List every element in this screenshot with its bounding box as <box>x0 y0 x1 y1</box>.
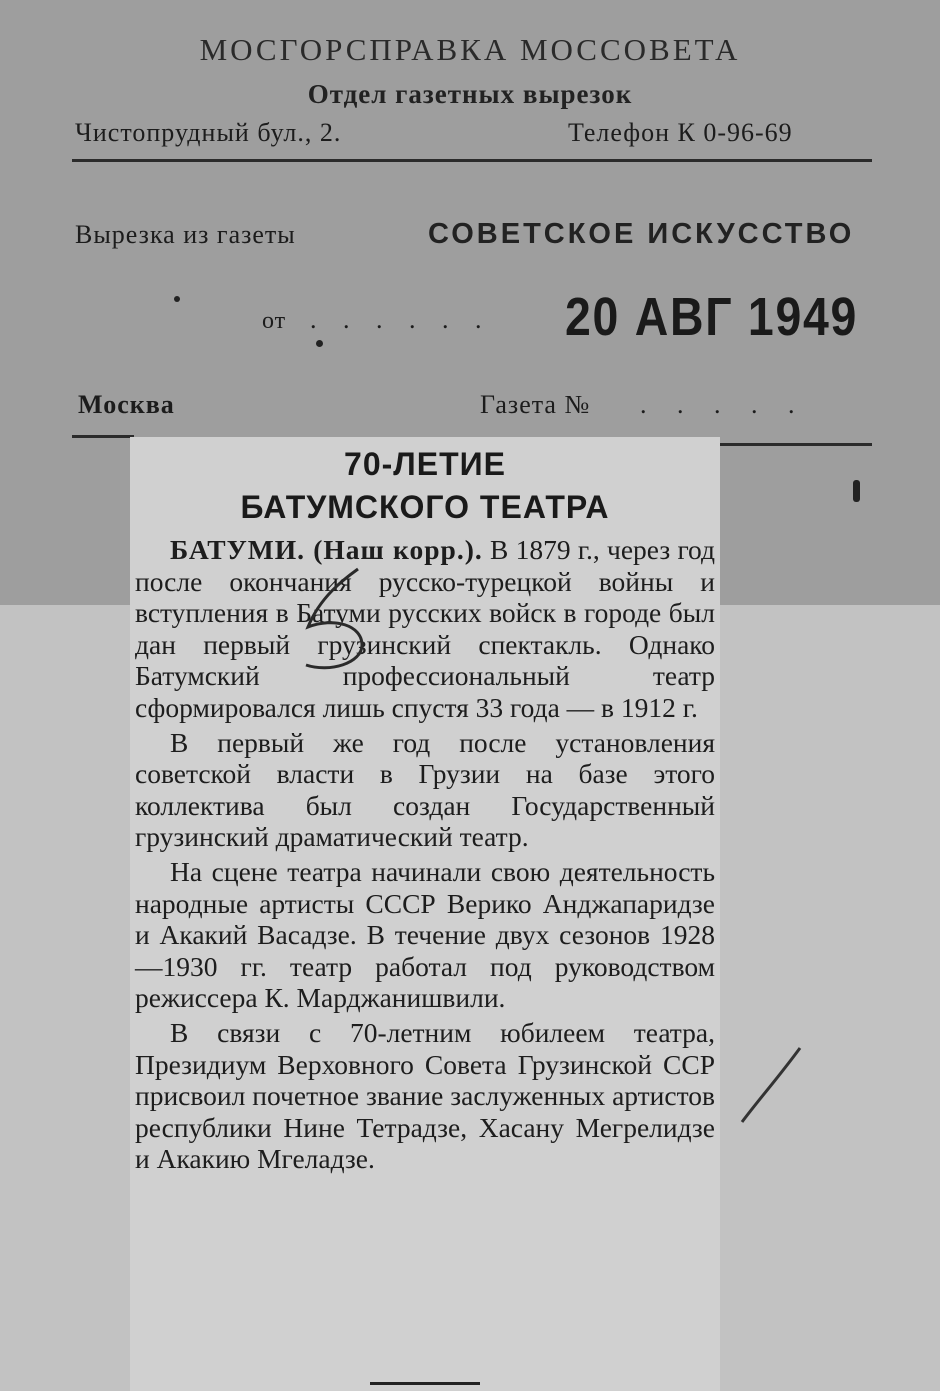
phone-number: Телефон К 0-96-69 <box>568 118 793 147</box>
clip-source-label: Вырезка из газеты <box>75 220 296 249</box>
issue-number-label: Газета № <box>480 390 591 419</box>
paragraph-1-text: В 1879 г., через год после окончания русско-турецкой войны и вступления в Батуми русских войск в городе был дан первый грузинский спектакль. Однако Батумский профессиональный театр сформировался лишь спустя 33 года — в 1912 г. <box>135 534 715 723</box>
department-name: Отдел газетных вырезок <box>307 79 633 109</box>
date-label: от <box>262 308 287 334</box>
date-dots: . . . . . . <box>310 305 492 334</box>
city-label: Москва <box>78 390 175 419</box>
paragraph-4: В связи с 70-летним юбилеем театра, Президиум Верховного Совета Грузинской ССР присвоил почетное звание заслуженных артистов республики Нине Тетрадзе, Хасану Мегрелидзе и Акакию Мгеладзе. <box>135 1016 715 1175</box>
issue-dots: . . . . . <box>640 390 807 419</box>
organization-name: МОСГОРСПРАВКА МОССОВЕТА <box>199 32 741 67</box>
handwritten-number-5 <box>130 437 720 1391</box>
dateline: БАТУМИ. (Наш корр.). <box>170 534 483 565</box>
newspaper-name: СОВЕТСКОЕ ИСКУССТВО <box>428 218 855 250</box>
address: Чистопрудный бул., 2. <box>75 118 342 147</box>
article-end-rule <box>370 1382 480 1385</box>
paragraph-2: В первый же год после установления советской власти в Грузии на базе этого коллектива был создан Государственный грузинский драматический театр. <box>135 726 715 853</box>
headline-line-2: БАТУМСКОГО ТЕАТРА <box>240 489 610 525</box>
newspaper-clipping <box>130 437 720 1391</box>
paragraph-3: На сцене театра начинали свою деятельность народные артисты СССР Верико Анджапаридзе и Акакий Васадзе. В течение двух сезонов 1928—1930 гг. театр работал под руководством режиссера К. Марджанишвили. <box>135 855 715 1014</box>
date-stamp: 20 АВГ 1949 <box>565 287 859 347</box>
headline-line-1: 70-ЛЕТИЕ <box>344 446 506 482</box>
